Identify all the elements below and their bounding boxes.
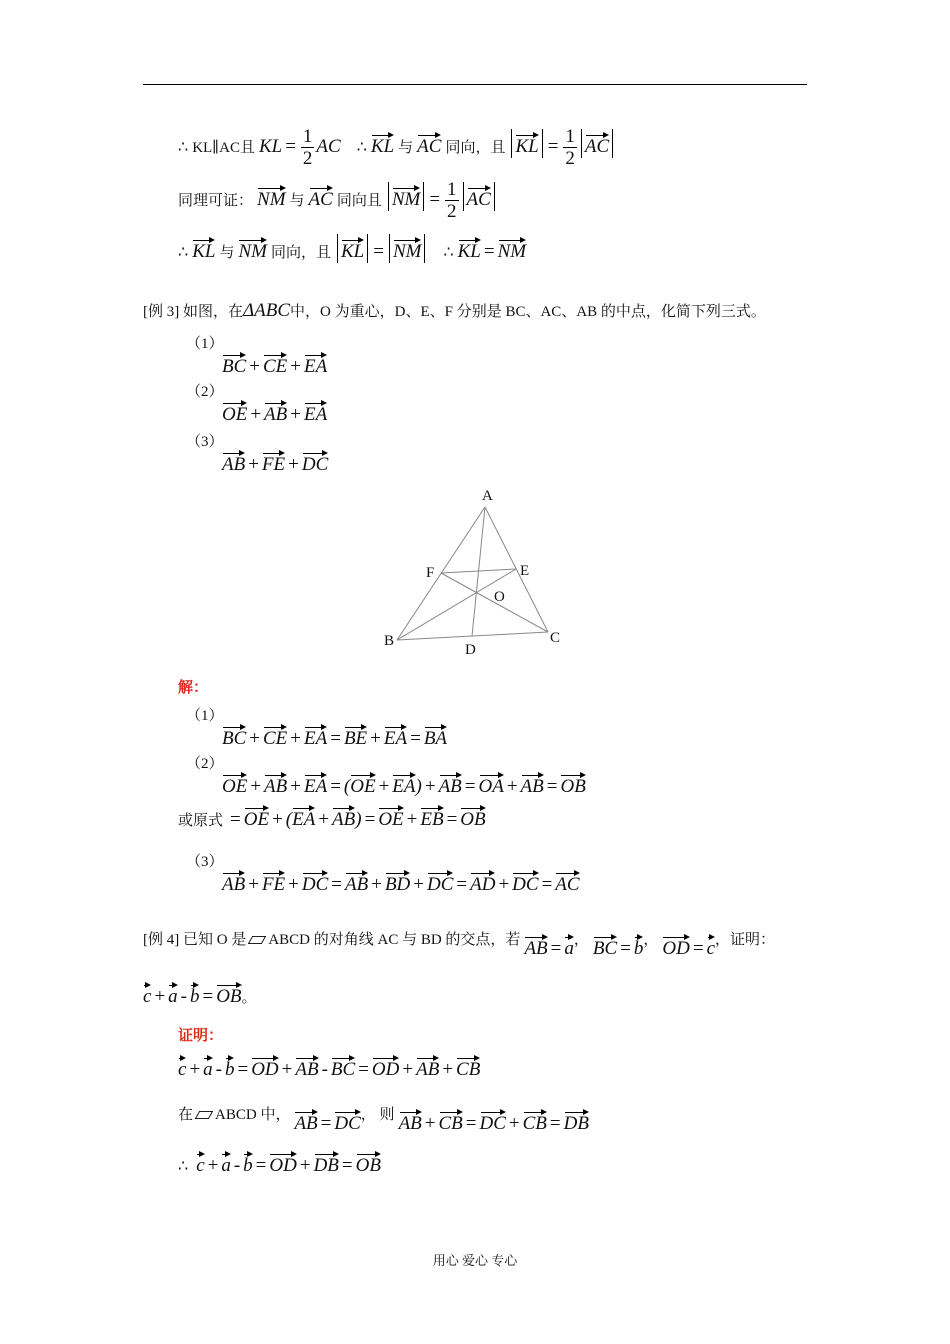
solution-2-alt: 或原式 = OE + (EA + AB) = OE + EB = OB xyxy=(178,806,486,831)
example3-item1: （1） BC + CE + EA xyxy=(186,336,328,377)
label-a: A xyxy=(482,488,493,504)
proof-4-line-1: c + a - b = OD + AB - BC = OD + AB + CB xyxy=(178,1056,480,1081)
label-e: E xyxy=(520,563,530,579)
example4-heading: [例 4] 已知 O 是 ABCD 的对角线 AC 与 BD 的交点，若 AB = a， BC = b， OD = c，证明： xyxy=(143,932,776,959)
solution-3: （3） AB + FE + DC = AB + BD + DC = AD + DC = AC xyxy=(186,854,580,895)
example4-claim: c + a - b = OB。 xyxy=(143,983,257,1008)
proof-line-3: ∴ KL 与 NM 同向，且 KL = NM ∴ KL = NM xyxy=(178,234,526,263)
label-d: D xyxy=(465,642,476,658)
page-footer: 用心 爱心 专心 xyxy=(432,1253,518,1268)
proof-4-line-2: 在 ABCD 中， AB = DC， 则 AB + CB = DC + CB = DB xyxy=(178,1107,589,1134)
solution-1: （1） BC + CE + EA = BE + EA = BA xyxy=(186,708,448,749)
solution-label: 解： xyxy=(178,678,209,696)
solution-2: （2） OE + AB + EA = (OE + EA) + AB = OA + AB = OB xyxy=(186,756,586,797)
label-o: O xyxy=(494,589,505,605)
label-c: C xyxy=(550,630,561,646)
proof-4-line-3: ∴ c + a - b = OD + DB = OB xyxy=(178,1152,381,1177)
label-b: B xyxy=(384,633,395,649)
example3-item2: （2） OE + AB + EA xyxy=(186,384,328,425)
proof-line-1: ∴ KL∥AC且 KL = $\frac{1}{2}$ AC ∴ KL 与 AC 同向，且 KL = $\frac{1}{2}$ AC xyxy=(178,127,615,168)
header-rule xyxy=(143,84,807,85)
label-f: F xyxy=(426,565,435,581)
triangle-figure xyxy=(370,480,590,660)
parallelogram-icon xyxy=(195,1111,213,1119)
example3-item3: （3） AB + FE + DC xyxy=(186,434,329,475)
proof-label: 证明： xyxy=(178,1026,224,1044)
proof-line-2: 同理可证： NM 与 AC 同向且 NM = $\frac{1}{2}$ AC xyxy=(178,180,497,221)
side-ac xyxy=(485,507,548,632)
example3-heading: [例 3] 如图，在ΔABC中，O 为重心，D、E、F 分别是 BC、AC、AB 的中点，化简下列三式。 xyxy=(143,300,766,321)
parallelogram-icon xyxy=(248,936,266,944)
